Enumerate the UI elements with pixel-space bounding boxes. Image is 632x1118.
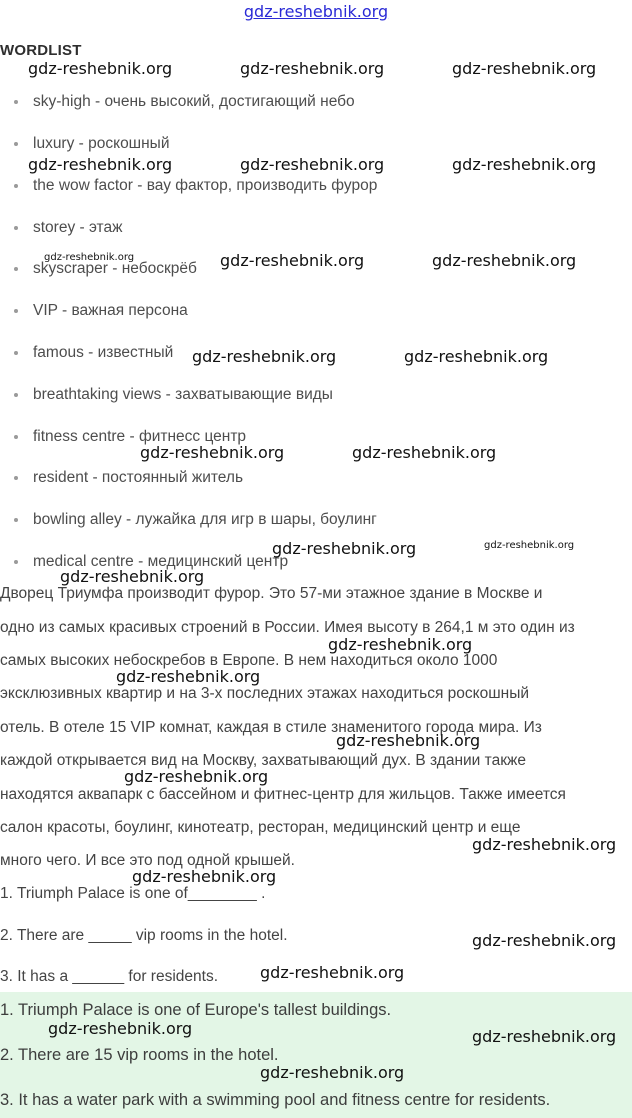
watermark: gdz-reshebnik.org — [116, 667, 261, 686]
paragraph-line: много чего. И все это под одной крышей. — [0, 852, 295, 869]
bullet-icon — [14, 560, 18, 564]
watermark: gdz-reshebnik.org — [472, 931, 617, 950]
watermark: gdz-reshebnik.org — [432, 251, 577, 270]
list-item-text: famous - известный — [33, 344, 174, 361]
question: 2. There are _____ vip rooms in the hotel. — [0, 927, 288, 944]
watermark: gdz-reshebnik.org — [48, 1019, 193, 1038]
watermark: gdz-reshebnik.org — [260, 963, 405, 982]
watermark: gdz-reshebnik.org — [192, 347, 337, 366]
watermark: gdz-reshebnik.org — [240, 59, 385, 78]
bullet-icon — [14, 184, 18, 188]
watermark: gdz-reshebnik.org — [240, 155, 385, 174]
paragraph-line: эксклюзивных квартир и на 3-х последних этажах находиться роскошный — [0, 685, 529, 702]
paragraph-line: каждой открывается вид на Москву, захватывающий дух. В здании также — [0, 752, 526, 769]
question: 3. It has a ______ for residents. — [0, 968, 218, 985]
paragraph-line: Дворец Триумфа производит фурор. Это 57-ми этажное здание в Москве и — [0, 585, 543, 602]
list-item-text: medical centre - медицинский центр — [33, 553, 289, 570]
watermark: gdz-reshebnik.org — [260, 1063, 405, 1082]
watermark: gdz-reshebnik.org — [140, 443, 285, 462]
watermark: gdz-reshebnik.org — [60, 567, 205, 586]
watermark: gdz-reshebnik.org — [220, 251, 365, 270]
watermark: gdz-reshebnik.org — [472, 1027, 617, 1046]
bullet-icon — [14, 476, 18, 480]
watermark: gdz-reshebnik.org — [352, 443, 497, 462]
watermark: gdz-reshebnik.org — [472, 835, 617, 854]
paragraph-line: отель. В отеле 15 VIP комнат, каждая в стиле знаменитого города мира. Из — [0, 719, 542, 736]
bullet-icon — [14, 351, 18, 355]
bullet-icon — [14, 226, 18, 230]
watermark: gdz-reshebnik.org — [484, 540, 575, 551]
paragraph-line: салон красоты, боулинг, кинотеатр, ресторан, медицинский центр и еще — [0, 819, 521, 836]
watermark: gdz-reshebnik.org — [404, 347, 549, 366]
bullet-icon — [14, 309, 18, 313]
answer: 2. There are 15 vip rooms in the hotel. — [0, 1046, 279, 1064]
bullet-icon — [14, 100, 18, 104]
paragraph-line: находятся аквапарк с бассейном и фитнес-центр для жильцов. Также имеется — [0, 786, 566, 803]
bullet-icon — [14, 435, 18, 439]
list-item-text: sky-high - очень высокий, достигающий небо — [33, 93, 355, 110]
watermark: gdz-reshebnik.org — [28, 59, 173, 78]
watermark: gdz-reshebnik.org — [132, 867, 277, 886]
watermark: gdz-reshebnik.org — [452, 155, 597, 174]
watermark: gdz-reshebnik.org — [124, 767, 269, 786]
list-item-text: the wow factor - вау фактор, производить фурор — [33, 177, 378, 194]
list-item-text: bowling alley - лужайка для игр в шары, боулинг — [33, 511, 377, 528]
list-item-text: breathtaking views - захватывающие виды — [33, 386, 333, 403]
watermark: gdz-reshebnik.org — [328, 635, 473, 654]
site-link[interactable]: gdz-reshebnik.org — [243, 2, 389, 21]
bullet-icon — [14, 142, 18, 146]
answers-box — [0, 992, 632, 1118]
answer: 3. It has a water park with a swimming pool and fitness centre for residents. — [0, 1091, 551, 1109]
list-item-text: VIP - важная персона — [33, 302, 188, 319]
watermark: gdz-reshebnik.org — [28, 155, 173, 174]
list-item-text: storey - этаж — [33, 219, 123, 236]
bullet-icon — [14, 393, 18, 397]
list-item-text: resident - постоянный житель — [33, 469, 244, 486]
question: 1. Triumph Palace is one of________ . — [0, 885, 266, 902]
wordlist-heading: WORDLIST — [0, 42, 82, 59]
paragraph-line: одно из самых красивых строений в России. Имея высоту в 264,1 м это один из — [0, 619, 575, 636]
watermark: gdz-reshebnik.org — [44, 252, 135, 263]
bullet-icon — [14, 267, 18, 271]
bullet-icon — [14, 518, 18, 522]
watermark: gdz-reshebnik.org — [272, 539, 417, 558]
watermark: gdz-reshebnik.org — [336, 731, 481, 750]
list-item-text: luxury - роскошный — [33, 135, 170, 152]
paragraph-line: самых высоких небоскребов в Европе. В нем находиться около 1000 — [0, 652, 498, 669]
list-item-text: fitness centre - фитнесс центр — [33, 428, 247, 445]
answer: 1. Triumph Palace is one of Europe's tallest buildings. — [0, 1001, 392, 1019]
list-item-text: skyscraper - небоскрёб — [33, 260, 197, 277]
watermark: gdz-reshebnik.org — [452, 59, 597, 78]
